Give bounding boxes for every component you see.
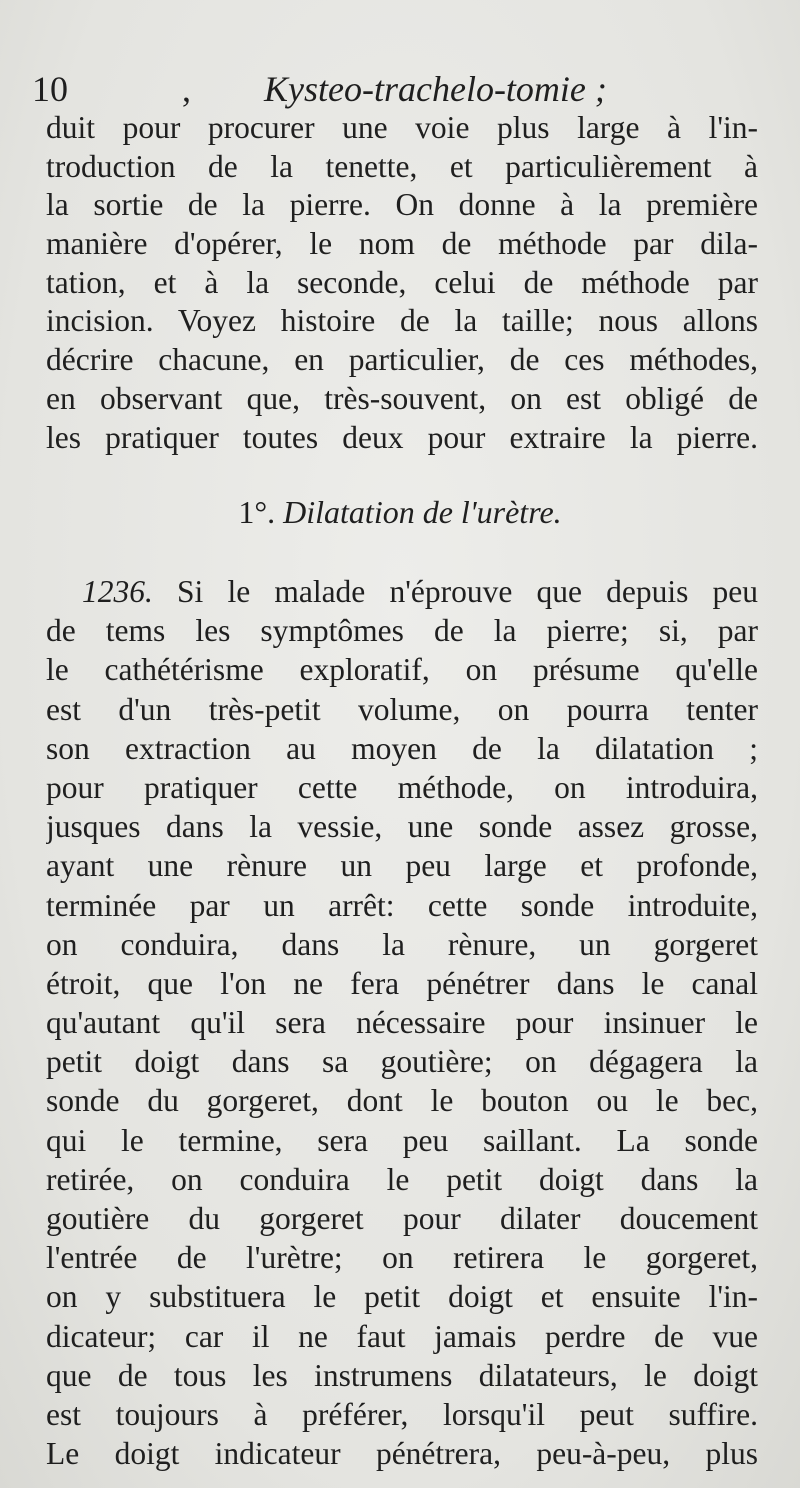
- text-line: sonde du gorgeret, dont le bouton ou le bec,: [46, 1083, 758, 1119]
- text-line: dicateur; car il ne faut jamais perdre de vue: [46, 1318, 758, 1354]
- text-line: ayant une rènure un peu large et profonde,: [46, 848, 758, 884]
- text-line: retirée, on conduira le petit doigt dans la: [46, 1161, 758, 1197]
- section-heading: [0, 492, 800, 532]
- text-line: tation, et à la seconde, celui de méthode par: [46, 264, 758, 300]
- text-line: incision. Voyez histoire de la taille; nous allons: [46, 303, 758, 339]
- text-line: que de tous les instrumens dilatateurs, le doigt: [46, 1357, 758, 1393]
- text-line: qui le termine, sera peu saillant. La sonde: [46, 1122, 758, 1158]
- text-line: petit doigt dans sa goutière; on dégagera la: [46, 1044, 758, 1080]
- text-line: les pratiquer toutes deux pour extraire la pierre.: [46, 419, 758, 455]
- paragraph-first-line: [46, 572, 758, 611]
- text-line: Le doigt indicateur pénétrera, peu-à-peu, plus: [46, 1436, 758, 1472]
- running-title: Kysteo-trachelo-tomie ;: [264, 69, 607, 109]
- text-line: manière d'opérer, le nom de méthode par dila-: [46, 226, 758, 262]
- section-number: 1°.: [238, 494, 276, 530]
- text-line: est d'un très-petit volume, on pourra tenter: [46, 691, 758, 727]
- text-line: jusques dans la vessie, une sonde assez grosse,: [46, 809, 758, 845]
- running-header: [32, 64, 760, 114]
- text-line: décrire chacune, en particulier, de ces méthodes,: [46, 342, 758, 378]
- paragraph-1236: [46, 572, 758, 1473]
- text-line: l'entrée de l'urètre; on retirera le gorgeret,: [46, 1240, 758, 1276]
- text-line: en observant que, très-souvent, on est obligé de: [46, 380, 758, 416]
- text-line: la sortie de la pierre. On donne à la première: [46, 187, 758, 223]
- first-line-text: Si le malade n'éprouve que depuis peu: [177, 574, 758, 609]
- page-number: 10: [32, 69, 68, 109]
- text-line: qu'autant qu'il sera nécessaire pour insinuer le: [46, 1005, 758, 1041]
- text-line: on conduira, dans la rènure, un gorgeret: [46, 926, 758, 962]
- text-line: troduction de la tenette, et particulièrement à: [46, 148, 758, 184]
- text-line: son extraction au moyen de la dilatation ;: [46, 730, 758, 766]
- text-line: on y substituera le petit doigt et ensuite l'in-: [46, 1279, 758, 1315]
- section-title: Dilatation de l'urètre.: [283, 494, 562, 530]
- header-separator: ,: [182, 69, 191, 109]
- paragraph-number: 1236.: [82, 574, 153, 609]
- paragraph-continuation: [46, 109, 758, 457]
- text-line: duit pour procurer une voie plus large à l'in-: [46, 110, 758, 145]
- text-line: pour pratiquer cette méthode, on introduira,: [46, 769, 758, 805]
- text-line: terminée par un arrêt: cette sonde introduite,: [46, 887, 758, 923]
- text-line: goutière du gorgeret pour dilater doucement: [46, 1201, 758, 1236]
- text-line: de tems les symptômes de la pierre; si, par: [46, 613, 758, 649]
- text-line: étroit, que l'on ne fera pénétrer dans le canal: [46, 965, 758, 1001]
- text-line: est toujours à préférer, lorsqu'il peut suffire.: [46, 1396, 758, 1432]
- text-line: le cathétérisme exploratif, on présume qu'elle: [46, 652, 758, 688]
